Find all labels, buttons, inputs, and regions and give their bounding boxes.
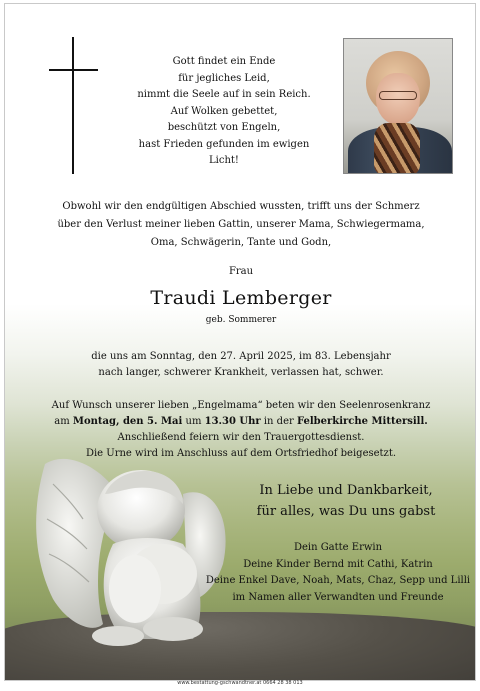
deceased-name: Traudi Lemberger (150, 287, 332, 309)
poem-line: nimmt die Seele auf in sein Reich. (137, 89, 311, 100)
death-notice-line: die uns am Sonntag, den 27. April 2025, im 83. Lebensjahr (91, 351, 391, 362)
poem (131, 54, 317, 170)
intro-line: Obwohl wir den endgültigen Abschied wussten, trifft uns der Schmerz (62, 201, 420, 212)
service-time: 13.30 Uhr (204, 416, 261, 427)
closing-line: In Liebe und Dankbarkeit, (259, 483, 433, 498)
portrait-photo (343, 38, 453, 174)
death-notice-line: nach langer, schwerer Krankheit, verlassen hat, schwer. (98, 367, 384, 378)
intro-line: über den Verlust meiner lieben Gattin, unserer Mama, Schwiegermama, (57, 219, 425, 230)
service-line: Die Urne wird im Anschluss auf dem Ortsfriedhof beigesetzt. (85, 448, 397, 459)
intro-line: Oma, Schwägerin, Tante und Godn, (150, 237, 332, 248)
closing-line: für alles, was Du uns gabst (256, 504, 436, 519)
family-line: Deine Kinder Bernd mit Cathi, Katrin (243, 558, 433, 570)
poem-line: für jegliches Leid, (178, 72, 270, 84)
service-line: am Montag, den 5. Mai um 13.30 Uhr in der Felberkirche Mittersill. (54, 416, 428, 427)
closing-text (231, 480, 461, 522)
service-place: Felberkirche Mittersill. (296, 416, 428, 427)
family-line: Deine Enkel Dave, Noah, Mats, Chaz, Sepp und Lilli (205, 575, 471, 586)
service-line: Auf Wunsch unserer lieben „Engelmama“ beten wir den Seelenrosenkranz (51, 400, 431, 411)
death-notice (5, 349, 476, 381)
footer-contact: www.bestattung-gschwandtner.at 0664 28 38 013 (177, 680, 303, 686)
salutation: Frau (228, 266, 254, 277)
family-line: Dein Gatte Erwin (293, 542, 383, 553)
poem-line: Gott findet ein Ende (172, 56, 276, 67)
service-line: Anschließend feiern wir den Trauergottesdienst. (117, 432, 365, 443)
poem-line: beschützt von Engeln, (167, 122, 281, 133)
maiden-name: geb. Sommerer (205, 315, 277, 325)
family-line: im Namen aller Verwandten und Freunde (232, 591, 444, 603)
obituary-card (4, 3, 476, 681)
intro-text (5, 198, 476, 252)
poem-line: hast Frieden gefunden im ewigen Licht! (138, 138, 310, 166)
family-signatures (205, 540, 471, 606)
service-date: Montag, den 5. Mai (72, 416, 183, 427)
poem-line: Auf Wolken gebettet, (170, 105, 278, 117)
